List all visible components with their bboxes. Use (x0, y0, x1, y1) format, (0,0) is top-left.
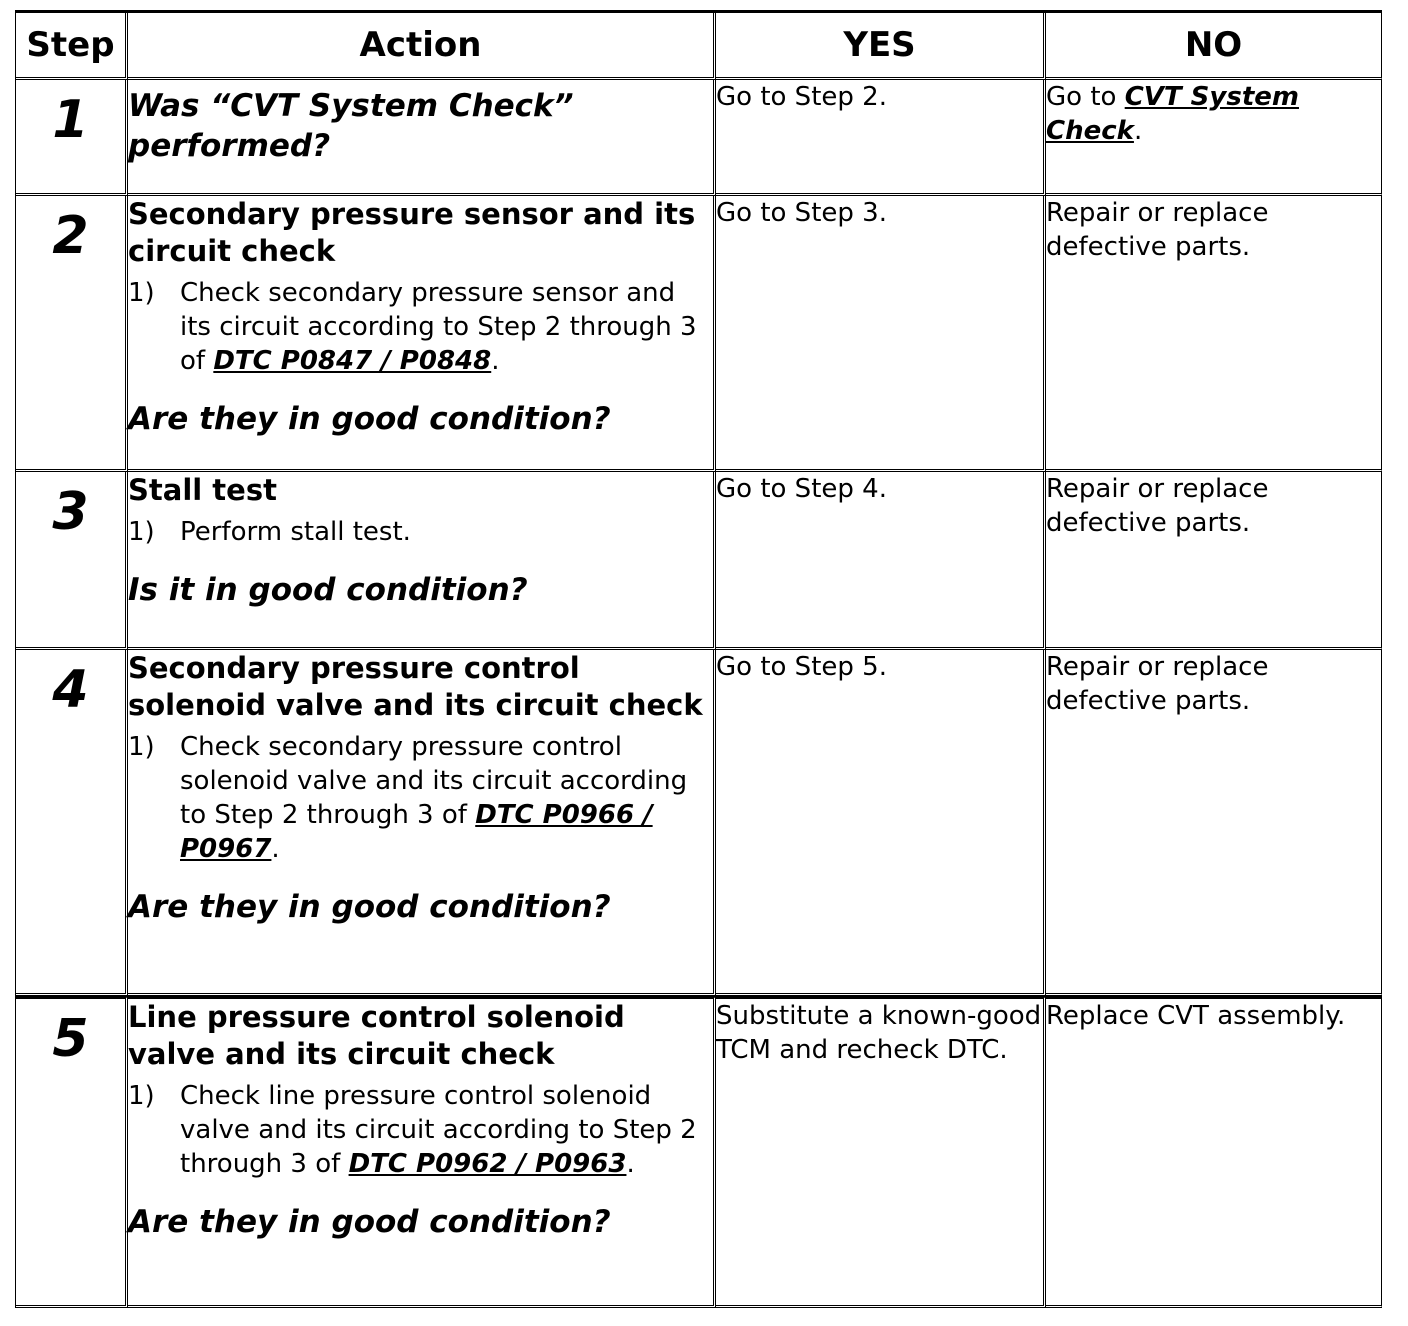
no-cell (1046, 650, 1382, 996)
table-row (16, 80, 1382, 196)
action-title: Was “CVT System Check” performed? (128, 88, 574, 164)
step-number: 2 (52, 206, 89, 266)
no-result-end: . (1133, 116, 1143, 146)
substep-text: Check secondary pressure control solenoid valve and its circuit according to Step 2 through 3 of (180, 732, 688, 830)
action-title: Line pressure control solenoid valve and its circuit check (128, 1000, 625, 1071)
action-substeps (128, 730, 713, 866)
yes-result: Go to Step 2. (716, 82, 887, 112)
no-result: Go to (1046, 82, 1125, 112)
substep-text: Check secondary pressure sensor and its circuit according to Step 2 through 3 of (180, 278, 697, 376)
action-question: Are they in good condition? (128, 1204, 611, 1240)
step-number: 1 (52, 90, 89, 150)
no-result: Repair or replace defective parts. (1046, 652, 1269, 716)
table-row (16, 472, 1382, 650)
action-substeps (128, 515, 713, 549)
header-step: Step (16, 13, 128, 80)
yes-result: Substitute a known-good TCM and recheck DTC. (716, 1001, 1042, 1065)
dtc-reference-link[interactable]: DTC P0966 / P0967 (180, 800, 653, 864)
substep-item (128, 1079, 713, 1181)
action-cell (128, 650, 716, 996)
action-question: Is it in good condition? (128, 572, 528, 608)
substep-text-end: . (271, 834, 280, 864)
substep-number: 1) (128, 278, 155, 308)
action-title: Secondary pressure control solenoid valve and its circuit check (128, 651, 703, 722)
action-cell (128, 996, 716, 1308)
no-result: Repair or replace defective parts. (1046, 474, 1269, 538)
step-cell (16, 80, 128, 196)
no-cell (1046, 472, 1382, 650)
yes-cell (716, 996, 1046, 1308)
yes-cell (716, 196, 1046, 472)
substep-text-end: . (491, 346, 500, 376)
table-body (16, 80, 1382, 1308)
action-substeps (128, 276, 713, 378)
substep-text-end: . (626, 1149, 635, 1179)
yes-cell (716, 472, 1046, 650)
step-cell (16, 472, 128, 650)
substep-number: 1) (128, 517, 155, 547)
substep-item (128, 515, 713, 549)
action-question: Are they in good condition? (128, 889, 611, 925)
substep-item (128, 276, 713, 378)
action-title: Stall test (128, 473, 277, 507)
action-title: Secondary pressure sensor and its circuit check (128, 197, 696, 268)
no-result: Replace CVT assembly. (1046, 1001, 1346, 1031)
substep-number: 1) (128, 732, 155, 762)
diagnostic-table (15, 10, 1382, 1308)
substep-number: 1) (128, 1081, 155, 1111)
table-row (16, 650, 1382, 996)
dtc-reference-link[interactable]: DTC P0962 / P0963 (348, 1149, 627, 1179)
header-action: Action (128, 13, 716, 80)
action-substeps (128, 1079, 713, 1181)
step-number: 5 (52, 1009, 89, 1069)
substep-item (128, 730, 713, 866)
no-result: Repair or replace defective parts. (1046, 198, 1269, 262)
table-row (16, 196, 1382, 472)
step-number: 3 (52, 482, 89, 542)
step-cell (16, 196, 128, 472)
step-number: 4 (52, 660, 89, 720)
system-check-link[interactable]: CVT System Check (1046, 82, 1299, 146)
yes-result: Go to Step 3. (716, 198, 887, 228)
action-cell (128, 196, 716, 472)
no-cell (1046, 196, 1382, 472)
substep-text: Check line pressure control solenoid valve and its circuit according to Step 2 through 3 of (180, 1081, 697, 1179)
yes-cell (716, 80, 1046, 196)
no-cell (1046, 80, 1382, 196)
yes-result: Go to Step 5. (716, 652, 887, 682)
dtc-reference-link[interactable]: DTC P0847 / P0848 (213, 346, 492, 376)
table-row (16, 996, 1382, 1308)
yes-cell (716, 650, 1046, 996)
action-question: Are they in good condition? (128, 401, 611, 437)
substep-text: Perform stall test. (180, 517, 411, 547)
step-cell (16, 996, 128, 1308)
header-no: NO (1046, 13, 1382, 80)
action-cell (128, 80, 716, 196)
no-cell (1046, 996, 1382, 1308)
action-cell (128, 472, 716, 650)
table-header-row (16, 13, 1382, 80)
yes-result: Go to Step 4. (716, 474, 887, 504)
step-cell (16, 650, 128, 996)
header-yes: YES (716, 13, 1046, 80)
